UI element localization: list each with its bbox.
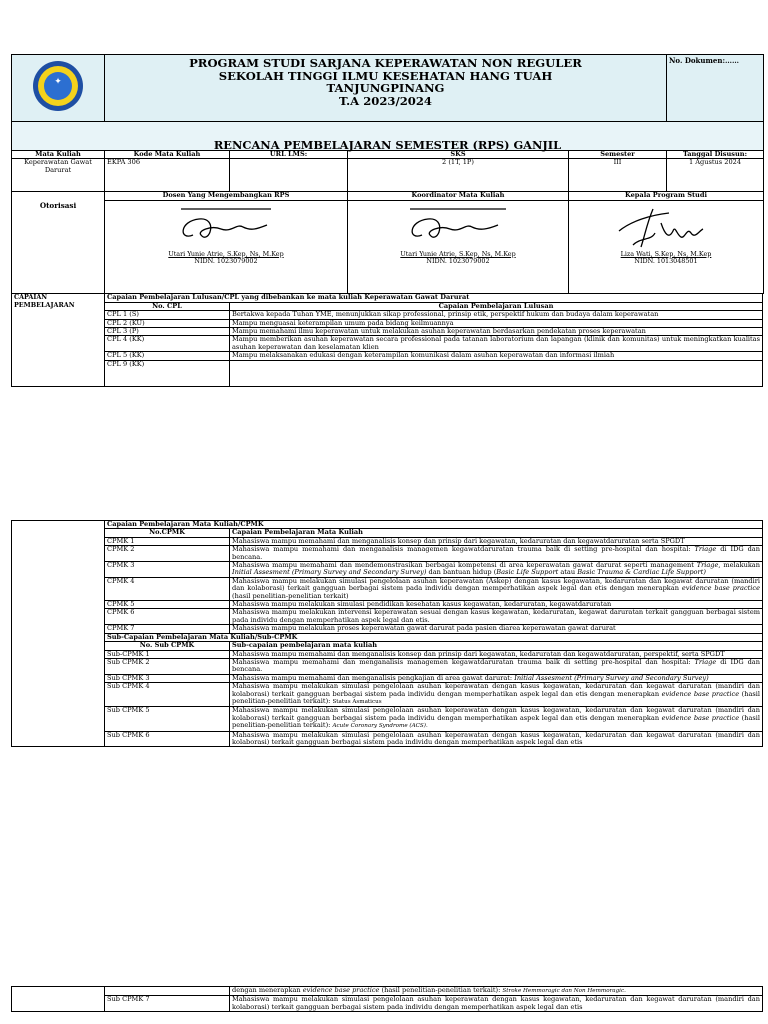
title-line-4: T.A 2023/2024 xyxy=(339,93,432,108)
cpl-desc: Mampu memahami ilmu keperawatan untuk melakukan asuhan keperawatan berdasarkan pendekatan proses keperawatan xyxy=(230,328,763,336)
col-sks: SKS xyxy=(348,151,569,159)
subcpmk-desc-header: Sub-capaian pembelajaran mata kuliah xyxy=(230,642,763,650)
cpl-no: CPL 2 (KU) xyxy=(105,319,230,327)
col-url: URL LMS: xyxy=(230,151,348,159)
cpl-no: CPL 5 (KK) xyxy=(105,352,230,360)
koordinator-nidn: NIDN. 1023079002 xyxy=(426,257,490,266)
signature-block-2 xyxy=(348,192,569,294)
cpmk-no: CPMK 6 xyxy=(105,609,230,625)
title-line-1: PROGRAM STUDI SARJANA KEPERAWATAN NON REGULER xyxy=(189,56,582,70)
subcpmk-title: Sub-Capaian Pembelajaran Mata Kuliah/Sub-CPMK xyxy=(105,633,763,641)
signature-3 xyxy=(611,201,721,251)
cpl-no: CPL 3 (P) xyxy=(105,328,230,336)
cpl-desc: Mampu memberikan asuhan keperawatan secara professional pada tatanan laboratorium dan lapangan (klinik dan komunitas) untuk meningkatkan kualitas asuhan keperawatan dan keselamatan klien xyxy=(230,336,763,352)
subcpmk-no: Sub CPMK 7 xyxy=(105,996,230,1012)
subcpmk-no: Sub CPMK 6 xyxy=(105,731,230,747)
subcpmk-desc-continued: dengan menerapkan evidence base practice (hasil penelitian-penelitian terkait): Stroke Hemmoragic dan Non Hemmoragic. xyxy=(230,987,763,996)
cpmk-no: CPMK 5 xyxy=(105,601,230,609)
col-tanggal: Tanggal Disusun: xyxy=(667,151,764,159)
cpmk-desc: Mahasiswa mampu memahami dan mendemonstrasikan berbagai kompetensi di area keperawatan gawat darurat seperti management Triage, melakukan Initial Assesment (Primary Survey and Secondary Survey) dan bantuan hidup (Basic Life Support atau Basic Trauma & Cardiac Life Support) xyxy=(230,562,763,578)
signature-block-1 xyxy=(105,192,348,294)
institution-logo: ✦ xyxy=(33,61,83,111)
cpmk-no: CPMK 7 xyxy=(105,625,230,633)
kaprodi-name: Liza Wati, S.Kep, Ns, M.Kep xyxy=(620,249,712,258)
rps-header-table xyxy=(11,54,764,294)
kaprodi-heading: Kepala Program Studi xyxy=(569,192,763,200)
course-semester: III xyxy=(569,159,667,192)
cpmk-no: CPMK 2 xyxy=(105,546,230,562)
cpl-section-label: CAPAIAN PEMBELAJARAN xyxy=(12,294,105,386)
subcpmk-no: Sub-CPMK 1 xyxy=(105,650,230,658)
subcpmk-desc: Mahasiswa mampu melakukan simulasi pengelolaan asuhan keperawatan dengan kasus kegawatan, kedaruratan dan kegawat daruratan (mandiri dan kolaborasi) terkait gangguan berbagai sistem pada individu dengan memperhatikan aspek legal dan etis dengan menerapkan evidence base practice (hasil penelitian-penelitian terkait): Acute Coronary Syndrome (ACS). xyxy=(230,707,763,731)
kaprodi-nidn: NIDN. 1013048501 xyxy=(634,257,698,266)
signature-block-3 xyxy=(569,192,764,294)
page2-left-column xyxy=(12,521,105,747)
subcpmk-no: Sub CPMK 3 xyxy=(105,674,230,682)
course-sks: 2 (1T, 1P) xyxy=(348,159,569,192)
signature-2 xyxy=(398,201,518,251)
cpl-desc: Mampu melaksanakan edukasi dengan keterampilan komunikasi dalam asuhan keperawatan dan informasi ilmiah xyxy=(230,352,763,360)
rps-page-2 xyxy=(11,520,763,747)
rps-page-3 xyxy=(11,986,763,1024)
cpmk-no: CPMK 4 xyxy=(105,577,230,600)
subcpmk-desc: Mahasiswa mampu memahami dan menganalisis managemen kegawatdaruratan trauma baik di setting pre-hospital dan hospital: Triage di IDG dan bencana. xyxy=(230,658,763,674)
course-date: 1 Agustus 2024 xyxy=(667,159,764,192)
col-mata-kuliah: Mata Kuliah xyxy=(12,151,105,159)
cpl-no: CPL 1 (S) xyxy=(105,311,230,319)
cpl-no: CPL 9 (KK) xyxy=(105,360,230,386)
dosen-heading: Dosen Yang Mengembangkan RPS xyxy=(105,192,347,200)
cpmk-title: Capaian Pembelajaran Mata Kuliah/CPMK xyxy=(105,521,763,529)
subcpmk-desc: Mahasiswa mampu memahami dan menganalisis pengkajian di area gawat darurat: Initial Assesment (Primary Survey and Secondary Survey) xyxy=(230,674,763,682)
subcpmk-no-header: No. Sub CPMK xyxy=(105,642,230,650)
cpl-desc: Mampu menguasai keterampilan umum pada bidang keilmuannya xyxy=(230,319,763,327)
signature-1 xyxy=(171,201,281,251)
cpmk-desc-header: Capaian Pembelajaran Mata Kuliah xyxy=(230,529,763,537)
subcpmk-desc: Mahasiswa mampu melakukan simulasi pengelolaan asuhan keperawatan dengan kasus kegawatan, kedaruratan dan kegawat daruratan (mandiri dan kolaborasi) terkait gangguan berbagai sistem pada individu dengan memperhatikan aspek legal dan etis xyxy=(230,996,763,1012)
cpmk-table xyxy=(11,520,763,747)
subcpmk-no: Sub CPMK 4 xyxy=(105,683,230,707)
subcpmk-no: Sub CPMK 5 xyxy=(105,707,230,731)
cpmk-desc: Mahasiswa mampu melakukan simulasi pengelolaan asuhan keperawatan (Askep) dengan kasus kegawatan, kedaruratan dan kegawat daruratan (mandiri dan kolaborasi) terkait gangguan berbagai sistem pada individu dengan memperhatikan aspek legal dan etis dengan menerapkan evidence base practice (hasil penelitian-penelitian terkait) xyxy=(230,577,763,600)
cpmk-desc: Mahasiswa mampu melakukan simulasi pendidikan kesehatan kasus kegawatan, kedaruratan, kegawatdaruratan xyxy=(230,601,763,609)
course-code: EKPA 306 xyxy=(105,159,230,192)
title-line-2: SEKOLAH TINGGI ILMU KESEHATAN HANG TUAH xyxy=(218,68,553,83)
dosen-nidn: NIDN. 1023079002 xyxy=(194,257,258,266)
program-title xyxy=(105,55,667,122)
rps-page-1 xyxy=(11,54,763,387)
cpl-table xyxy=(11,293,763,386)
cpl-no-header: No. CPL xyxy=(105,302,230,310)
document-number: No. Dokumen:…… xyxy=(667,55,764,122)
course-url xyxy=(230,159,348,192)
title-line-3: TANJUNGPINANG xyxy=(326,81,445,96)
logo-cell xyxy=(12,55,105,122)
cpmk-no-header: No.CPMK xyxy=(105,529,230,537)
cpl-desc: Bertakwa kepada Tuhan YME, menunjukkan sikap professional, prinsip etik, perspektif hukum dan budaya dalam keperawatan xyxy=(230,311,763,319)
rps-title: RENCANA PEMBELAJARAN SEMESTER (RPS) GANJIL xyxy=(12,122,764,151)
course-name: Keperawatan Gawat Darurat xyxy=(12,159,105,192)
cpl-title: Capaian Pembelajaran Lulusan/CPL yang dibebankan ke mata kuliah Keperawatan Gawat Darurat xyxy=(105,294,763,302)
subcpmk-desc: Mahasiswa mampu melakukan simulasi pengelolaan asuhan keperawatan dengan kasus kegawatan, kedaruratan dan kegawat daruratan (mandiri dan kolaborasi) terkait gangguan berbagai sistem pada individu dengan memperhatikan aspek legal dan etis xyxy=(230,731,763,747)
subcpmk-continued-table xyxy=(11,986,763,1012)
col-semester: Semester xyxy=(569,151,667,159)
cpl-no: CPL 4 (KK) xyxy=(105,336,230,352)
cpmk-no: CPMK 3 xyxy=(105,562,230,578)
subcpmk-desc: Mahasiswa mampu melakukan simulasi pengelolaan asuhan keperawatan dengan kasus kegawatan, kedaruratan dan kegawat daruratan (mandiri dan kolaborasi) terkait gangguan berbagai sistem pada individu dengan memperhatikan aspek legal dan etis dengan menerapkan evidence base practice (hasil penelitian-penelitian terkait): Status Asmaticus xyxy=(230,683,763,707)
subcpmk-desc: Mahasiswa mampu memahami dan menganalisis konsep dan prinsip dari kegawatan, kedaruratan dan kegawatdaruratan, perspektif, serta SPGDT xyxy=(230,650,763,658)
page3-left-column xyxy=(12,987,105,1012)
cpmk-desc: Mahasiswa mampu memahami dan menganalisis managemen kegawatdaruratan trauma baik di setting pre-hospital dan hospital: Triage di IDG dan bencana. xyxy=(230,546,763,562)
cpmk-desc: Mahasiswa mampu melakukan intervensi keperawatan sesuai dengan kasus kegawatan, kedaruratan, kegawat daruratan terkait gangguan berbagai sistem pada individu dengan memperhatikan aspek legal dan etis. xyxy=(230,609,763,625)
koordinator-name: Utari Yunie Atrie, S.Kep, Ns, M.Kep xyxy=(400,249,516,258)
koordinator-heading: Koordinator Mata Kuliah xyxy=(348,192,568,200)
cpl-desc xyxy=(230,360,763,386)
dosen-name: Utari Yunie Atrie, S.Kep, Ns, M.Kep xyxy=(168,249,284,258)
cpmk-no: CPMK 1 xyxy=(105,537,230,545)
cpmk-desc: Mahasiswa mampu memahami dan menganalisis konsep dan prinsip dari kegawatan, kedaruratan dan kegawatdaruratan serta SPGDT xyxy=(230,537,763,545)
col-kode: Kode Mata Kuliah xyxy=(105,151,230,159)
cpmk-desc: Mahasiswa mampu melakukan proses keperawatan gawat darurat pada pasien diarea keperawatan gawat darurat xyxy=(230,625,763,633)
cpl-desc-header: Capaian Pembelajaran Lulusan xyxy=(230,302,763,310)
subcpmk-no: Sub CPMK 2 xyxy=(105,658,230,674)
otorisasi-label: Otorisasi xyxy=(12,192,105,294)
